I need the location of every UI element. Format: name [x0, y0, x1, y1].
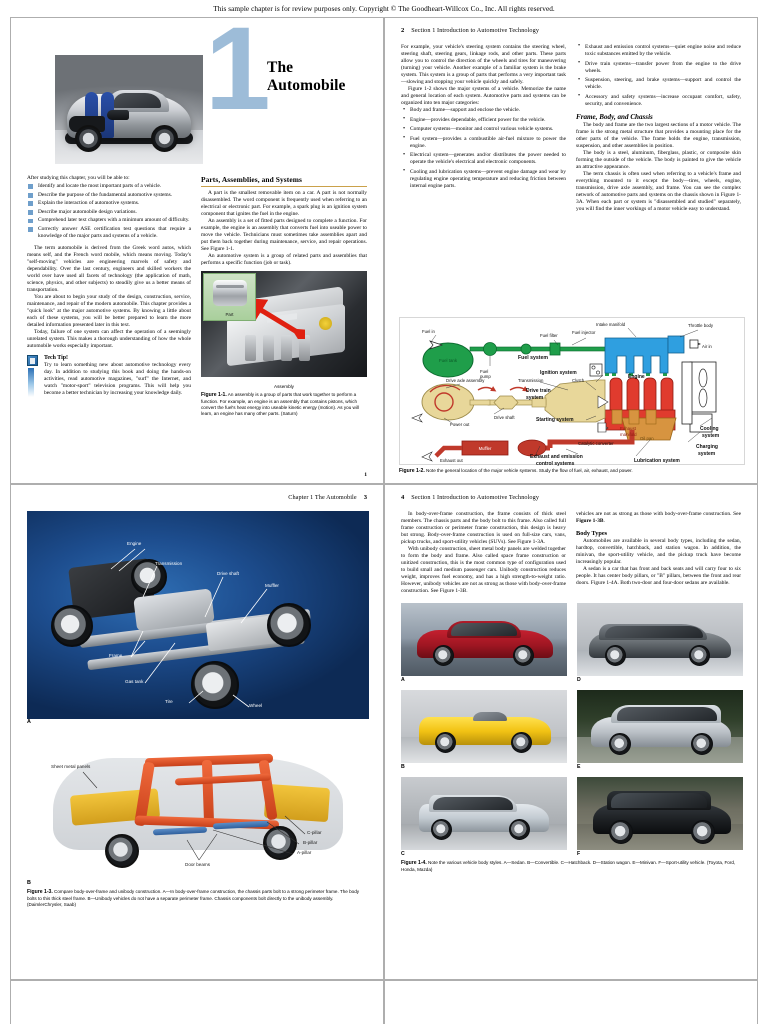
figure-1-2-caption	[399, 468, 743, 475]
label-lubrication-system: Lubrication system	[634, 458, 680, 465]
page-5-partial	[10, 980, 384, 1024]
page-3-running-head	[27, 494, 367, 501]
vehicle-photo-minivan	[577, 690, 743, 763]
page-1-folio: 1	[364, 472, 367, 478]
figure-1-4-caption-text: Note the various vehicle body styles. A—Sedan. B—Convertible. C—Hatchback. D—Station wagon. E—Minivan. F—Sport-utility vehicle. (Toyota, Ford, Honda, Mazda)	[401, 860, 736, 873]
objective-item: Explain the interaction of automotive systems.	[27, 200, 191, 207]
page-3-chapter-title: Chapter 1 The Automobile	[288, 494, 357, 501]
svg-text:pump: pump	[480, 374, 491, 380]
minivan-glass	[617, 707, 717, 721]
page-3	[10, 484, 384, 980]
system-category-item: • Body and frame—support and enclose the vehicle.	[401, 107, 566, 114]
hero-car-glass	[113, 93, 161, 108]
piston-part	[213, 280, 247, 306]
system-category-item: • Electrical system—generates and/or distributes the power needed to operate the vehicle's electrical and electronic components.	[401, 152, 566, 166]
sedan-glass	[451, 623, 517, 636]
tech-tip-gradient-bar	[28, 368, 34, 397]
suv-glass	[611, 793, 707, 808]
chassis-label-engine: Engine	[127, 541, 142, 546]
page-1-left-column	[27, 175, 191, 417]
vehicle-letter-f: F	[577, 851, 581, 858]
svg-text:system: system	[702, 433, 720, 440]
vehicle-cell-f	[577, 777, 743, 857]
label-catalytic-converter: Catalytic converter	[578, 441, 614, 447]
system-category-item: • Accessory and safety systems—increase occupant comfort, safety, security, and convenience.	[576, 94, 741, 108]
vehicle-cell-d	[577, 603, 743, 683]
wagon-glass	[605, 626, 703, 638]
page-2	[384, 17, 758, 484]
figure-1-3a-leader-lines	[27, 511, 369, 719]
vehicle-cell-c	[401, 777, 567, 857]
paragraph-assembly: An assembly is a set of fitted parts designed to complete a function. For example, the engine is an assembly that converts fuel into useable power to move the vehicle. Technicians must sometimes take assemblies apart and put them back together during maintenance, service, and repair operations. See Figure 1-1.	[201, 217, 367, 252]
piston-inset-photo	[203, 273, 256, 321]
label-air-in: Air in	[702, 344, 712, 350]
system-category-item: • Exhaust and emission control systems—quiet engine noise and reduce toxic substances emitted by the vehicle.	[576, 44, 741, 58]
paragraph-unibody-continued	[576, 511, 741, 525]
page-4-folio: 4	[401, 494, 405, 501]
hero-car-wheel	[151, 125, 178, 152]
system-categories-list-left	[401, 107, 566, 190]
tech-tip-title: Tech Tip!	[44, 355, 68, 362]
tech-tip-rail	[27, 355, 40, 397]
label-fuel-system: Fuel system	[518, 355, 548, 362]
vehicle-photo-convertible	[401, 690, 567, 763]
engine-photo	[201, 271, 367, 377]
paragraph-sedan: A sedan is a car that has front and back seats and will carry four to six people. It has center body pillars, or "B" pillars, between the front and rear doors. Figure 1-4A. Both two-door and four-door sedans are available.	[576, 566, 741, 587]
figure-1-3b-leader-lines	[27, 730, 369, 880]
label-transmission: Transmission	[518, 378, 544, 384]
vehicle-cell-e	[577, 690, 743, 770]
label-fuel-pump: Fuel	[480, 369, 489, 375]
paragraph-body-over-frame: In body-over-frame construction, the frame consists of thick steel members. The chassis parts and the body bolt to this frame. Also called full frame construction or perimeter frame construction, this design is heavy but strong. Body-over-frame construction is used on full-size cars, vans, pickup trucks, and sport-utility vehicles (SUVs). See Figure 1-3A.	[401, 511, 566, 546]
vehicle-photo-hatchback	[401, 777, 567, 850]
figure-1-3b-unibody-photo	[27, 730, 369, 880]
section-heading-parts-assemblies: Parts, Assemblies, and Systems	[201, 175, 367, 187]
unibody-label-b-pillar: B-pillar	[303, 840, 318, 845]
label-charging-system: Charging	[696, 444, 718, 451]
paragraph-figure-1-2-intro: Figure 1-2 shows the major systems of a vehicle. Memorize the name and general location of each system. Automotive parts and systems can be organized into ten major categories:	[401, 86, 566, 107]
chassis-label-muffler: Muffler	[265, 583, 279, 588]
chassis-label-drive-shaft: Drive shaft	[217, 571, 239, 576]
engine-oil-cap	[319, 317, 332, 330]
label-fuel-injector: Fuel injector	[572, 330, 596, 336]
page-1-right-column	[201, 175, 367, 417]
figure-1-4-caption	[401, 860, 741, 873]
paragraph-steering-example: For example, your vehicle's steering system contains the steering wheel, steering shaft, steering gears, linkage rods, and other parts. These parts allow you to control the direction of the wheels and tires for maneuvering (turning) your vehicle. Another example of a familiar system is the brake system. This system is a group of parts that performs a very important task—slowing and stopping your vehicle quickly and safely.	[401, 44, 566, 86]
unibody-label-sheet-metal-text: Sheet metal panels	[51, 764, 91, 769]
system-category-item: • Cooling and lubrication systems—prevent engine damage and wear by regulating engine operating temperature and reducing friction between internal engine parts.	[401, 169, 566, 190]
svg-text:Muffler: Muffler	[478, 446, 492, 452]
figure-1-4-label: Figure 1-4.	[401, 860, 427, 867]
objectives-list	[27, 183, 191, 240]
page-2-folio: 2	[401, 27, 405, 34]
page-1-columns	[27, 175, 367, 417]
vehicle-letter-e: E	[577, 764, 581, 771]
heading-frame-body-chassis: Frame, Body, and Chassis	[576, 112, 653, 121]
chapter-title: The Automobile	[267, 59, 346, 94]
page-4	[384, 484, 758, 980]
hero-car-wheel	[75, 125, 102, 152]
paragraph-part: A part is the smallest removable item on a car. A part is not normally disassembled. The word component is frequently used when referring to an electrical or electronic part. For example, a spark plug is an ignition system component that ignites the fuel in the engine.	[201, 189, 367, 217]
hatchback-glass	[433, 797, 513, 810]
label-oil-pan: Oil pan	[640, 436, 654, 442]
figure-1-1-label: Figure 1-1.	[201, 391, 227, 398]
figure-1-4-vehicle-grid	[401, 603, 741, 857]
paragraph-begin-study: You are about to begin your study of the design, construction, service, maintenance, and repair of the modern automobile. This chapter provides a "quick look" at the major automotive systems. By knowing a little about each of these systems, you will be better prepared to learn the more detailed information presented later in this text.	[27, 293, 191, 329]
figure-1-1-image	[201, 271, 367, 389]
figure-1-2-caption-text: Note the general location of the major vehicle systems. Study the flow of fuel, air, exhaust, and power.	[426, 468, 633, 474]
system-category-item: • Engine—provides dependable, efficient power for the vehicle.	[401, 117, 566, 124]
figure-1-3a-letter: A	[27, 719, 31, 725]
label-fuel-filter: Fuel filter	[540, 333, 558, 339]
heading-body-types: Body Types	[576, 530, 608, 538]
vehicle-letter-b: B	[401, 764, 405, 771]
objective-item: Identify and locate the most important parts of a vehicle.	[27, 183, 191, 190]
system-category-item: • Fuel system—provides a combustible air-fuel mixture to power the engine.	[401, 136, 566, 150]
unibody-label-door-beams: Door beams	[185, 862, 211, 867]
chapter-number: 1	[205, 17, 267, 135]
page-4-right-column	[576, 511, 741, 595]
system-categories-list-right	[576, 44, 741, 108]
objective-item: Describe major automobile design variations.	[27, 209, 191, 216]
chassis-label-frame: Frame	[109, 653, 123, 658]
page-4-running-head	[401, 494, 741, 501]
page-3-folio: 3	[363, 494, 367, 501]
tech-tip-box	[27, 355, 191, 397]
objective-item: Correctly answer ASE certification test questions that require a knowledge of the major parts and systems of a vehicle.	[27, 226, 191, 240]
label-starting-system: Starting system	[536, 417, 574, 424]
figure-1-2-label: Figure 1-2.	[399, 468, 425, 475]
objective-item: Describe the purpose of the fundamental automotive systems.	[27, 192, 191, 199]
unibody-continued-text: vehicles are not as strong as those with body-over-frame construction. See	[576, 511, 741, 517]
unibody-label-sheet-metal	[51, 764, 90, 769]
label-intake-manifold: Intake manifold	[596, 322, 626, 328]
svg-text:system: system	[698, 451, 716, 458]
chapter-opener	[27, 17, 367, 175]
objective-item: Comprehend later text chapters with a minimum amount of difficulty.	[27, 217, 191, 224]
chassis-label-wheel: Wheel	[249, 703, 263, 708]
svg-text:system: system	[526, 395, 544, 402]
label-power-out: Power out	[450, 422, 470, 428]
page-2-running-head	[401, 27, 741, 34]
figure-1-1-assembly-callout: Assembly	[274, 383, 294, 389]
figure-1-1-caption	[201, 392, 367, 417]
chapter-hero-photo	[55, 55, 203, 164]
label-cooling-system: Cooling	[700, 426, 719, 433]
vehicle-photo-station-wagon	[577, 603, 743, 676]
figure-1-3-caption	[27, 889, 367, 908]
label-exhaust-manifold: Exhaust	[620, 426, 636, 432]
page-2-right-column	[576, 44, 741, 213]
svg-text:Fuel tank: Fuel tank	[438, 358, 458, 364]
svg-text:control systems: control systems	[536, 461, 575, 467]
paragraph-automobile-definition: The term automobile is derived from the Greek word autos, which means self, and the French word mobile, which means moving. Today's "self-moving" vehicles are engineering marvels of safety and dependability. Over the last century, engineers and skilled workers the world over have used all facets of technology (the application of math, science, physics, and other subjects) to steadily give us a better means of transportation.	[27, 244, 191, 293]
period-1: .	[603, 518, 605, 525]
figure-1-1-caption-text: An assembly is a group of parts that work together to perform a function. For example, an engine is an assembly that contains pistons, which convert the fuel's heat energy into useable kinetic energy (motion). As you will learn, an engine has many other parts. (Saturn)	[201, 391, 359, 416]
paragraph-frame: The body and frame are the two largest sections of a motor vehicle. The frame is the strong metal structure that provides a mounting place for the other parts of the vehicle. The frame holds the engine, transmission, suspension, and other assemblies in position.	[576, 121, 741, 149]
paragraph-body-types: Automobiles are available in several body types, including the sedan, hardtop, convertible, hatchback, and station wagon. In addition, the minivan, the sport-utility vehicle, and the pickup truck have become increasingly popular.	[576, 538, 741, 566]
figure-1-3b-reference: Figure 1-3B	[576, 518, 604, 525]
label-exhaust-system: Exhaust and emission	[530, 454, 583, 461]
paragraph-unibody: With unibody construction, sheet metal body panels are welded together to form the body and frame. Also called space frame construction or unitized construction, this is the most common type of configuration used to build small and medium passenger cars. Unibody construction reduces weight, improves fuel economy, and has a high strength-to-weight ratio. However, unibody vehicles are not as strong as those with body-over-frame construction. See Figure 1-3B.	[401, 546, 566, 595]
paragraph-today: Today, failure of one system can affect the operation of a seemingly unrelated system. This makes a thorough understanding of how the whole automobile works especially important.	[27, 329, 191, 350]
figure-1-3b-letter: B	[27, 880, 31, 886]
page-2-left-column	[401, 44, 566, 213]
figure-1-3-caption-text: Compare body-over-frame and unibody construction. A—In body-over-frame construction, the chassis parts bolt to a strong perimeter frame. The body bolts to this thick steel frame. B—Unibody vehicles do not have a separate perimeter frame. Chassis components bolt directly to the unibody assembly. (DaimlerChrysler, Saab)	[27, 889, 360, 907]
vehicle-photo-sedan	[401, 603, 567, 676]
chassis-label-gas-tank: Gas tank	[125, 679, 144, 684]
label-ignition-system: Ignition system	[540, 370, 577, 377]
objectives-intro: After studying this chapter, you will be able to:	[27, 175, 130, 181]
copyright-notice: This sample chapter is for review purposes only. Copyright © The Goodheart-Willcox Co., Inc. All rights reserved.	[213, 4, 555, 13]
system-category-item: • Suspension, steering, and brake systems—support and control the vehicle.	[576, 77, 741, 91]
vehicle-cell-b	[401, 690, 567, 770]
label-drive-shaft: Drive shaft	[494, 415, 515, 421]
label-drive-train-system: Drive train	[526, 388, 551, 395]
vehicle-letter-d: D	[577, 677, 581, 684]
figure-1-2-block	[399, 317, 743, 475]
tech-tip-body	[44, 355, 191, 397]
chassis-label-transmission: Transmission	[155, 561, 183, 566]
hero-car-headlight	[107, 110, 129, 120]
page-1	[10, 17, 384, 484]
vehicle-photo-suv	[577, 777, 743, 850]
figure-1-1-part-callout: Part	[225, 311, 234, 317]
page-4-columns	[401, 511, 741, 595]
vehicle-letter-c: C	[401, 851, 405, 858]
label-exhaust-out: Exhaust out	[440, 458, 463, 464]
vehicle-cell-a	[401, 603, 567, 683]
figure-1-2-diagram	[399, 317, 745, 465]
page-4-section-title: Section 1 Introduction to Automotive Technology	[411, 494, 540, 501]
label-fuel-in: Fuel in	[422, 329, 435, 335]
page-2-section-title: Section 1 Introduction to Automotive Technology	[411, 27, 540, 34]
page-6-partial	[384, 980, 758, 1024]
paragraph-chassis: The term chassis is often used when referring to a vehicle's frame and everything mounted to it except the body—tires, wheels, engine, transmission, drive axle assembly, and frame. You can see the complex network of automotive parts and systems on the chassis shown in Figure 1-3A. When each part or system is "disassembled and studied" separately, you will find the inner workings of a motor vehicle easy to understand.	[576, 170, 741, 213]
figure-1-3-label: Figure 1-3.	[27, 889, 53, 895]
page-2-columns	[401, 44, 741, 213]
page-4-left-column	[401, 511, 566, 595]
convertible-windshield	[473, 712, 507, 721]
vehicle-letter-a: A	[401, 677, 405, 684]
system-category-item: • Computer systems—monitor and control various vehicle systems.	[401, 126, 566, 133]
svg-text:manifold: manifold	[620, 432, 637, 438]
unibody-label-c-pillar: C-pillar	[307, 830, 322, 835]
unibody-label-a-pillar: A-pillar	[297, 850, 312, 855]
system-category-item: • Drive train systems—transfer power from the engine to the drive wheels.	[576, 61, 741, 75]
book-icon	[27, 355, 38, 366]
chassis-label-tire: Tire	[165, 699, 173, 704]
vehicle-systems-svg	[400, 318, 746, 466]
label-drive-axle-assembly: Drive axle assembly	[446, 378, 485, 384]
figure-1-3a-chassis-photo	[27, 511, 369, 719]
label-clutch: Clutch	[572, 378, 585, 384]
paragraph-system: An automotive system is a group of related parts and assemblies that performs a specific function (job or task).	[201, 252, 367, 266]
tech-tip-text: Try to learn something new about automotive technology every day. In addition to studying this book and doing the hands-on activities, read automotive magazines, "surf" the Internet, and watch "motor-sport" television programs. This will help you become a better technician by increasing your knowledge daily.	[44, 361, 191, 396]
label-throttle-body: Throttle body	[688, 323, 714, 329]
paragraph-body: The body is a steel, aluminum, fiberglass, plastic, or composite skin forming the outside of the vehicle. The body is painted to give the vehicle an attractive appearance.	[576, 149, 741, 170]
label-engine: Engine	[628, 374, 645, 381]
